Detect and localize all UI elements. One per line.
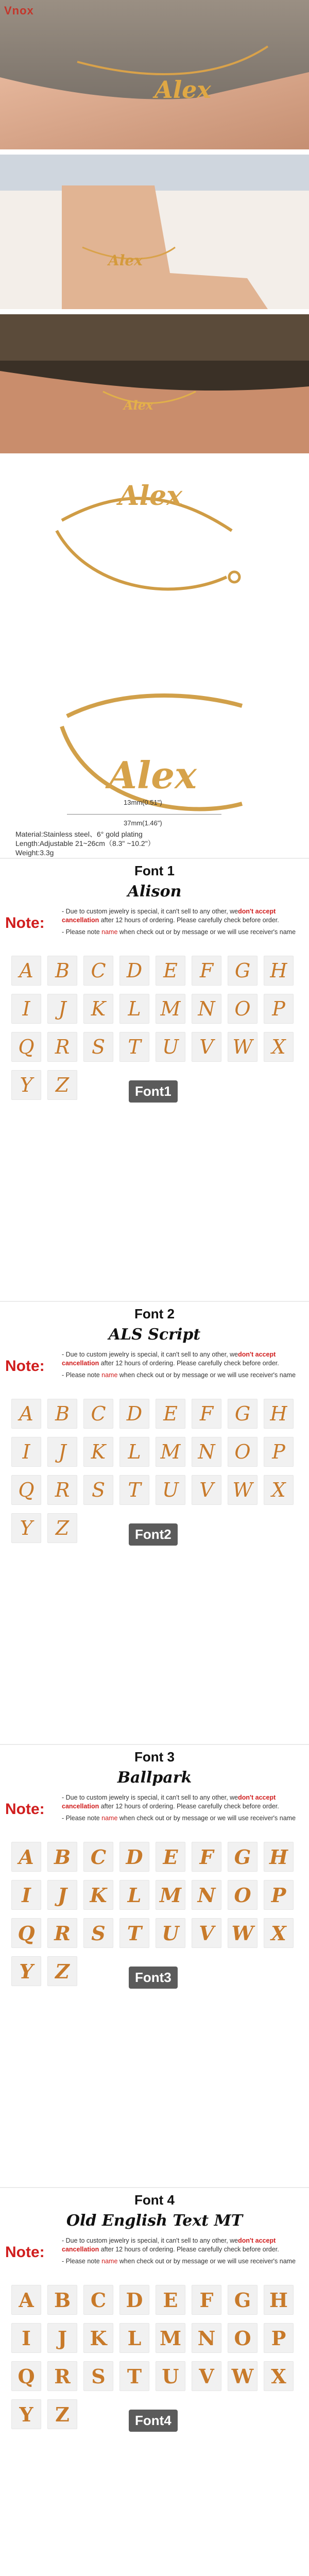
letter-sample: S xyxy=(83,1032,113,1062)
note-line-1-a: - Due to custom jewelry is special, it can't sell to any other, we xyxy=(62,908,238,915)
letter-sample: Z xyxy=(47,2399,77,2429)
product-photo-5 xyxy=(0,634,309,850)
letter-sample: S xyxy=(83,2361,113,2391)
letter-sample: G xyxy=(228,1842,258,1872)
letter-sample: H xyxy=(264,2285,294,2315)
letter-sample: U xyxy=(156,1918,185,1948)
photo-chain-illustration xyxy=(0,459,309,629)
letter-sample: L xyxy=(119,994,149,1024)
letter-sample: F xyxy=(192,1842,221,1872)
section-divider xyxy=(0,1301,309,1302)
font-section xyxy=(0,1744,309,2182)
letter-sample: C xyxy=(83,2285,113,2315)
letter-sample: K xyxy=(83,1880,113,1910)
brand-logo xyxy=(4,4,34,18)
letter-sample: T xyxy=(119,1918,149,1948)
letter-sample: Z xyxy=(47,1513,77,1543)
dimension-width: 37mm(1.46") xyxy=(124,819,162,827)
letter-sample: G xyxy=(228,2285,258,2315)
letter-sample: C xyxy=(83,1399,113,1429)
note-line-2-red: name xyxy=(101,1371,118,1379)
letter-sample: M xyxy=(156,1880,185,1910)
note-line-2-a: - Please note xyxy=(62,928,102,936)
letter-sample: O xyxy=(228,1880,258,1910)
letter-sample: N xyxy=(192,1880,221,1910)
letter-sample: F xyxy=(192,2285,221,2315)
letter-sample: R xyxy=(47,2361,77,2391)
letter-sample: U xyxy=(156,1032,185,1062)
letter-sample: Z xyxy=(47,1956,77,1986)
note-line-1-b: after 12 hours of ordering. Please carefully check before order. xyxy=(99,1360,279,1367)
letter-sample: Y xyxy=(11,1070,41,1100)
letter-sample: H xyxy=(264,1399,294,1429)
font-title: Font 2 xyxy=(134,1306,175,1321)
letter-sample: E xyxy=(156,1399,185,1429)
section-divider xyxy=(0,1744,309,1745)
spec-box xyxy=(15,829,232,857)
letter-sample: X xyxy=(264,1475,294,1505)
letter-sample: B xyxy=(47,1399,77,1429)
letter-sample: Q xyxy=(11,1032,41,1062)
section-divider xyxy=(0,2187,309,2188)
spec-material: Material:Stainless steel、6° gold plating xyxy=(15,830,143,838)
letter-sample: P xyxy=(264,2323,294,2353)
font-badge: Font1 xyxy=(129,1080,178,1103)
letter-sample: L xyxy=(119,1437,149,1467)
letter-sample: O xyxy=(228,2323,258,2353)
note-line-2-red: name xyxy=(101,928,118,936)
note-line-2-b: when check out or by message or we will use receiver's name xyxy=(117,2258,296,2265)
letter-sample: H xyxy=(264,1842,294,1872)
note-line-2 xyxy=(62,2257,304,2266)
letter-sample: J xyxy=(47,994,77,1024)
letter-sample: O xyxy=(228,1437,258,1467)
product-photo-2 xyxy=(0,155,309,309)
letter-sample: K xyxy=(83,1437,113,1467)
letter-sample: S xyxy=(83,1918,113,1948)
note-line-1-a: - Due to custom jewelry is special, it can't sell to any other, we xyxy=(62,1794,238,1801)
brand-logo-text: Vnox xyxy=(4,4,34,17)
letter-sample: R xyxy=(47,1918,77,1948)
svg-text:Alex: Alex xyxy=(108,753,197,797)
font-name: Alison xyxy=(127,883,182,901)
note-line-1-red: don't accept cancellation xyxy=(62,1351,276,1367)
letter-sample: K xyxy=(83,2323,113,2353)
letter-sample: P xyxy=(264,994,294,1024)
font-section xyxy=(0,1301,309,1739)
font-name: Old English Text MT xyxy=(66,2212,243,2230)
svg-text:Alex: Alex xyxy=(108,252,143,269)
letter-sample: Q xyxy=(11,1475,41,1505)
product-photo-1 xyxy=(0,0,309,149)
note-line-1-b: after 12 hours of ordering. Please carefully check before order. xyxy=(99,1803,279,1810)
note-line-2-b: when check out or by message or we will use receiver's name xyxy=(117,1815,296,1822)
note-line-2 xyxy=(62,1814,304,1823)
letter-sample: R xyxy=(47,1032,77,1062)
letter-sample: W xyxy=(228,2361,258,2391)
letter-sample: D xyxy=(119,956,149,986)
letter-sample: V xyxy=(192,2361,221,2391)
letter-sample: B xyxy=(47,956,77,986)
note-line-1 xyxy=(62,2236,304,2254)
font-name: Ballpark xyxy=(117,1769,192,1787)
letter-sample: G xyxy=(228,1399,258,1429)
letter-sample: X xyxy=(264,1032,294,1062)
note-line-2-a: - Please note xyxy=(62,2258,102,2265)
note-line-1 xyxy=(62,1793,304,1811)
note-line-2 xyxy=(62,1371,304,1380)
product-photo-3 xyxy=(0,314,309,453)
letter-sample: D xyxy=(119,2285,149,2315)
letter-sample: X xyxy=(264,2361,294,2391)
font-badge: Font4 xyxy=(129,2410,178,2432)
letter-sample: C xyxy=(83,956,113,986)
letter-sample: T xyxy=(119,1032,149,1062)
note-line-2-b: when check out or by message or we will use receiver's name xyxy=(117,1371,296,1379)
note-line-1 xyxy=(62,907,304,925)
letter-sample: Y xyxy=(11,1956,41,1986)
font-title: Font 4 xyxy=(134,2192,175,2208)
letter-sample: D xyxy=(119,1399,149,1429)
letter-sample: C xyxy=(83,1842,113,1872)
letter-sample: V xyxy=(192,1032,221,1062)
letter-sample: A xyxy=(11,1399,41,1429)
letter-sample: F xyxy=(192,956,221,986)
note-line-1-b: after 12 hours of ordering. Please carefully check before order. xyxy=(99,917,279,924)
font-name: ALS Script xyxy=(108,1326,201,1344)
letter-sample: Z xyxy=(47,1070,77,1100)
note-line-2 xyxy=(62,928,304,937)
note-text xyxy=(62,2236,304,2266)
letter-sample: I xyxy=(11,1437,41,1467)
font-badge: Font2 xyxy=(129,1523,178,1546)
note-text xyxy=(62,1793,304,1823)
letter-sample: P xyxy=(264,1880,294,1910)
letter-sample: G xyxy=(228,956,258,986)
note-line-2-a: - Please note xyxy=(62,1371,102,1379)
letter-sample: I xyxy=(11,1880,41,1910)
note-line-1-b: after 12 hours of ordering. Please carefully check before order. xyxy=(99,2246,279,2253)
letter-sample: E xyxy=(156,956,185,986)
letter-sample: T xyxy=(119,1475,149,1505)
letter-sample: A xyxy=(11,1842,41,1872)
note-label: Note: xyxy=(5,914,45,931)
note-line-1-red: don't accept cancellation xyxy=(62,2237,276,2253)
product-photo-4 xyxy=(0,459,309,629)
font-section xyxy=(0,858,309,1296)
letter-sample: N xyxy=(192,2323,221,2353)
letter-sample: M xyxy=(156,1437,185,1467)
note-label: Note: xyxy=(5,1801,45,1818)
spec-length: Length:Adjustable 21~26cm（8.3" ~10.2"） xyxy=(15,839,155,848)
font-title: Font 1 xyxy=(134,863,175,878)
photo-closeup-illustration xyxy=(0,634,309,850)
font-title: Font 3 xyxy=(134,1749,175,1765)
letter-sample: H xyxy=(264,956,294,986)
note-text xyxy=(62,907,304,937)
letter-sample: J xyxy=(47,1437,77,1467)
font-badge: Font3 xyxy=(129,1967,178,1989)
note-line-2-a: - Please note xyxy=(62,1815,102,1822)
letter-sample: O xyxy=(228,994,258,1024)
dimension-height: 13mm(0.51") xyxy=(124,799,162,806)
svg-text:Alex: Alex xyxy=(118,480,183,512)
letter-sample: F xyxy=(192,1399,221,1429)
letter-sample: T xyxy=(119,2361,149,2391)
letter-sample: W xyxy=(228,1475,258,1505)
letter-sample: B xyxy=(47,2285,77,2315)
spec-weight: Weight:3.3g xyxy=(15,849,54,857)
letter-sample: V xyxy=(192,1918,221,1948)
letter-sample: L xyxy=(119,2323,149,2353)
note-line-1-red: don't accept cancellation xyxy=(62,1794,276,1810)
letter-sample: Q xyxy=(11,2361,41,2391)
letter-sample: I xyxy=(11,994,41,1024)
letter-sample: B xyxy=(47,1842,77,1872)
letter-sample: R xyxy=(47,1475,77,1505)
photo-leg-1-illustration xyxy=(0,0,309,149)
note-line-2-red: name xyxy=(101,2258,118,2265)
letter-sample: I xyxy=(11,2323,41,2353)
note-line-1-red: don't accept cancellation xyxy=(62,908,276,924)
note-line-1-a: - Due to custom jewelry is special, it can't sell to any other, we xyxy=(62,1351,238,1358)
dimension-line-width xyxy=(67,814,221,815)
letter-sample: P xyxy=(264,1437,294,1467)
letter-sample: N xyxy=(192,994,221,1024)
letter-sample: J xyxy=(47,2323,77,2353)
svg-text:Alex: Alex xyxy=(154,76,211,104)
note-line-1-a: - Due to custom jewelry is special, it can't sell to any other, we xyxy=(62,2237,238,2244)
letter-sample: M xyxy=(156,994,185,1024)
letter-sample: J xyxy=(47,1880,77,1910)
letter-sample: Y xyxy=(11,1513,41,1543)
letter-sample: U xyxy=(156,2361,185,2391)
letter-sample: V xyxy=(192,1475,221,1505)
note-label: Note: xyxy=(5,2244,45,2261)
letter-sample: Y xyxy=(11,2399,41,2429)
letter-sample: E xyxy=(156,2285,185,2315)
note-line-2-b: when check out or by message or we will use receiver's name xyxy=(117,928,296,936)
letter-sample: A xyxy=(11,956,41,986)
letter-sample: A xyxy=(11,2285,41,2315)
letter-sample: M xyxy=(156,2323,185,2353)
letter-sample: K xyxy=(83,994,113,1024)
letter-sample: X xyxy=(264,1918,294,1948)
letter-sample: Q xyxy=(11,1918,41,1948)
font-section xyxy=(0,2187,309,2576)
note-text xyxy=(62,1350,304,1380)
letter-sample: E xyxy=(156,1842,185,1872)
letter-sample: N xyxy=(192,1437,221,1467)
letter-sample: W xyxy=(228,1032,258,1062)
letter-sample: S xyxy=(83,1475,113,1505)
photo-leg-2-illustration xyxy=(0,155,309,309)
note-label: Note: xyxy=(5,1358,45,1375)
photo-leg-3-illustration xyxy=(0,314,309,453)
letter-sample: W xyxy=(228,1918,258,1948)
note-line-2-red: name xyxy=(101,1815,118,1822)
section-divider xyxy=(0,858,309,859)
svg-text:Alex: Alex xyxy=(124,398,153,413)
letter-sample: U xyxy=(156,1475,185,1505)
note-line-1 xyxy=(62,1350,304,1368)
letter-sample: D xyxy=(119,1842,149,1872)
letter-sample: L xyxy=(119,1880,149,1910)
